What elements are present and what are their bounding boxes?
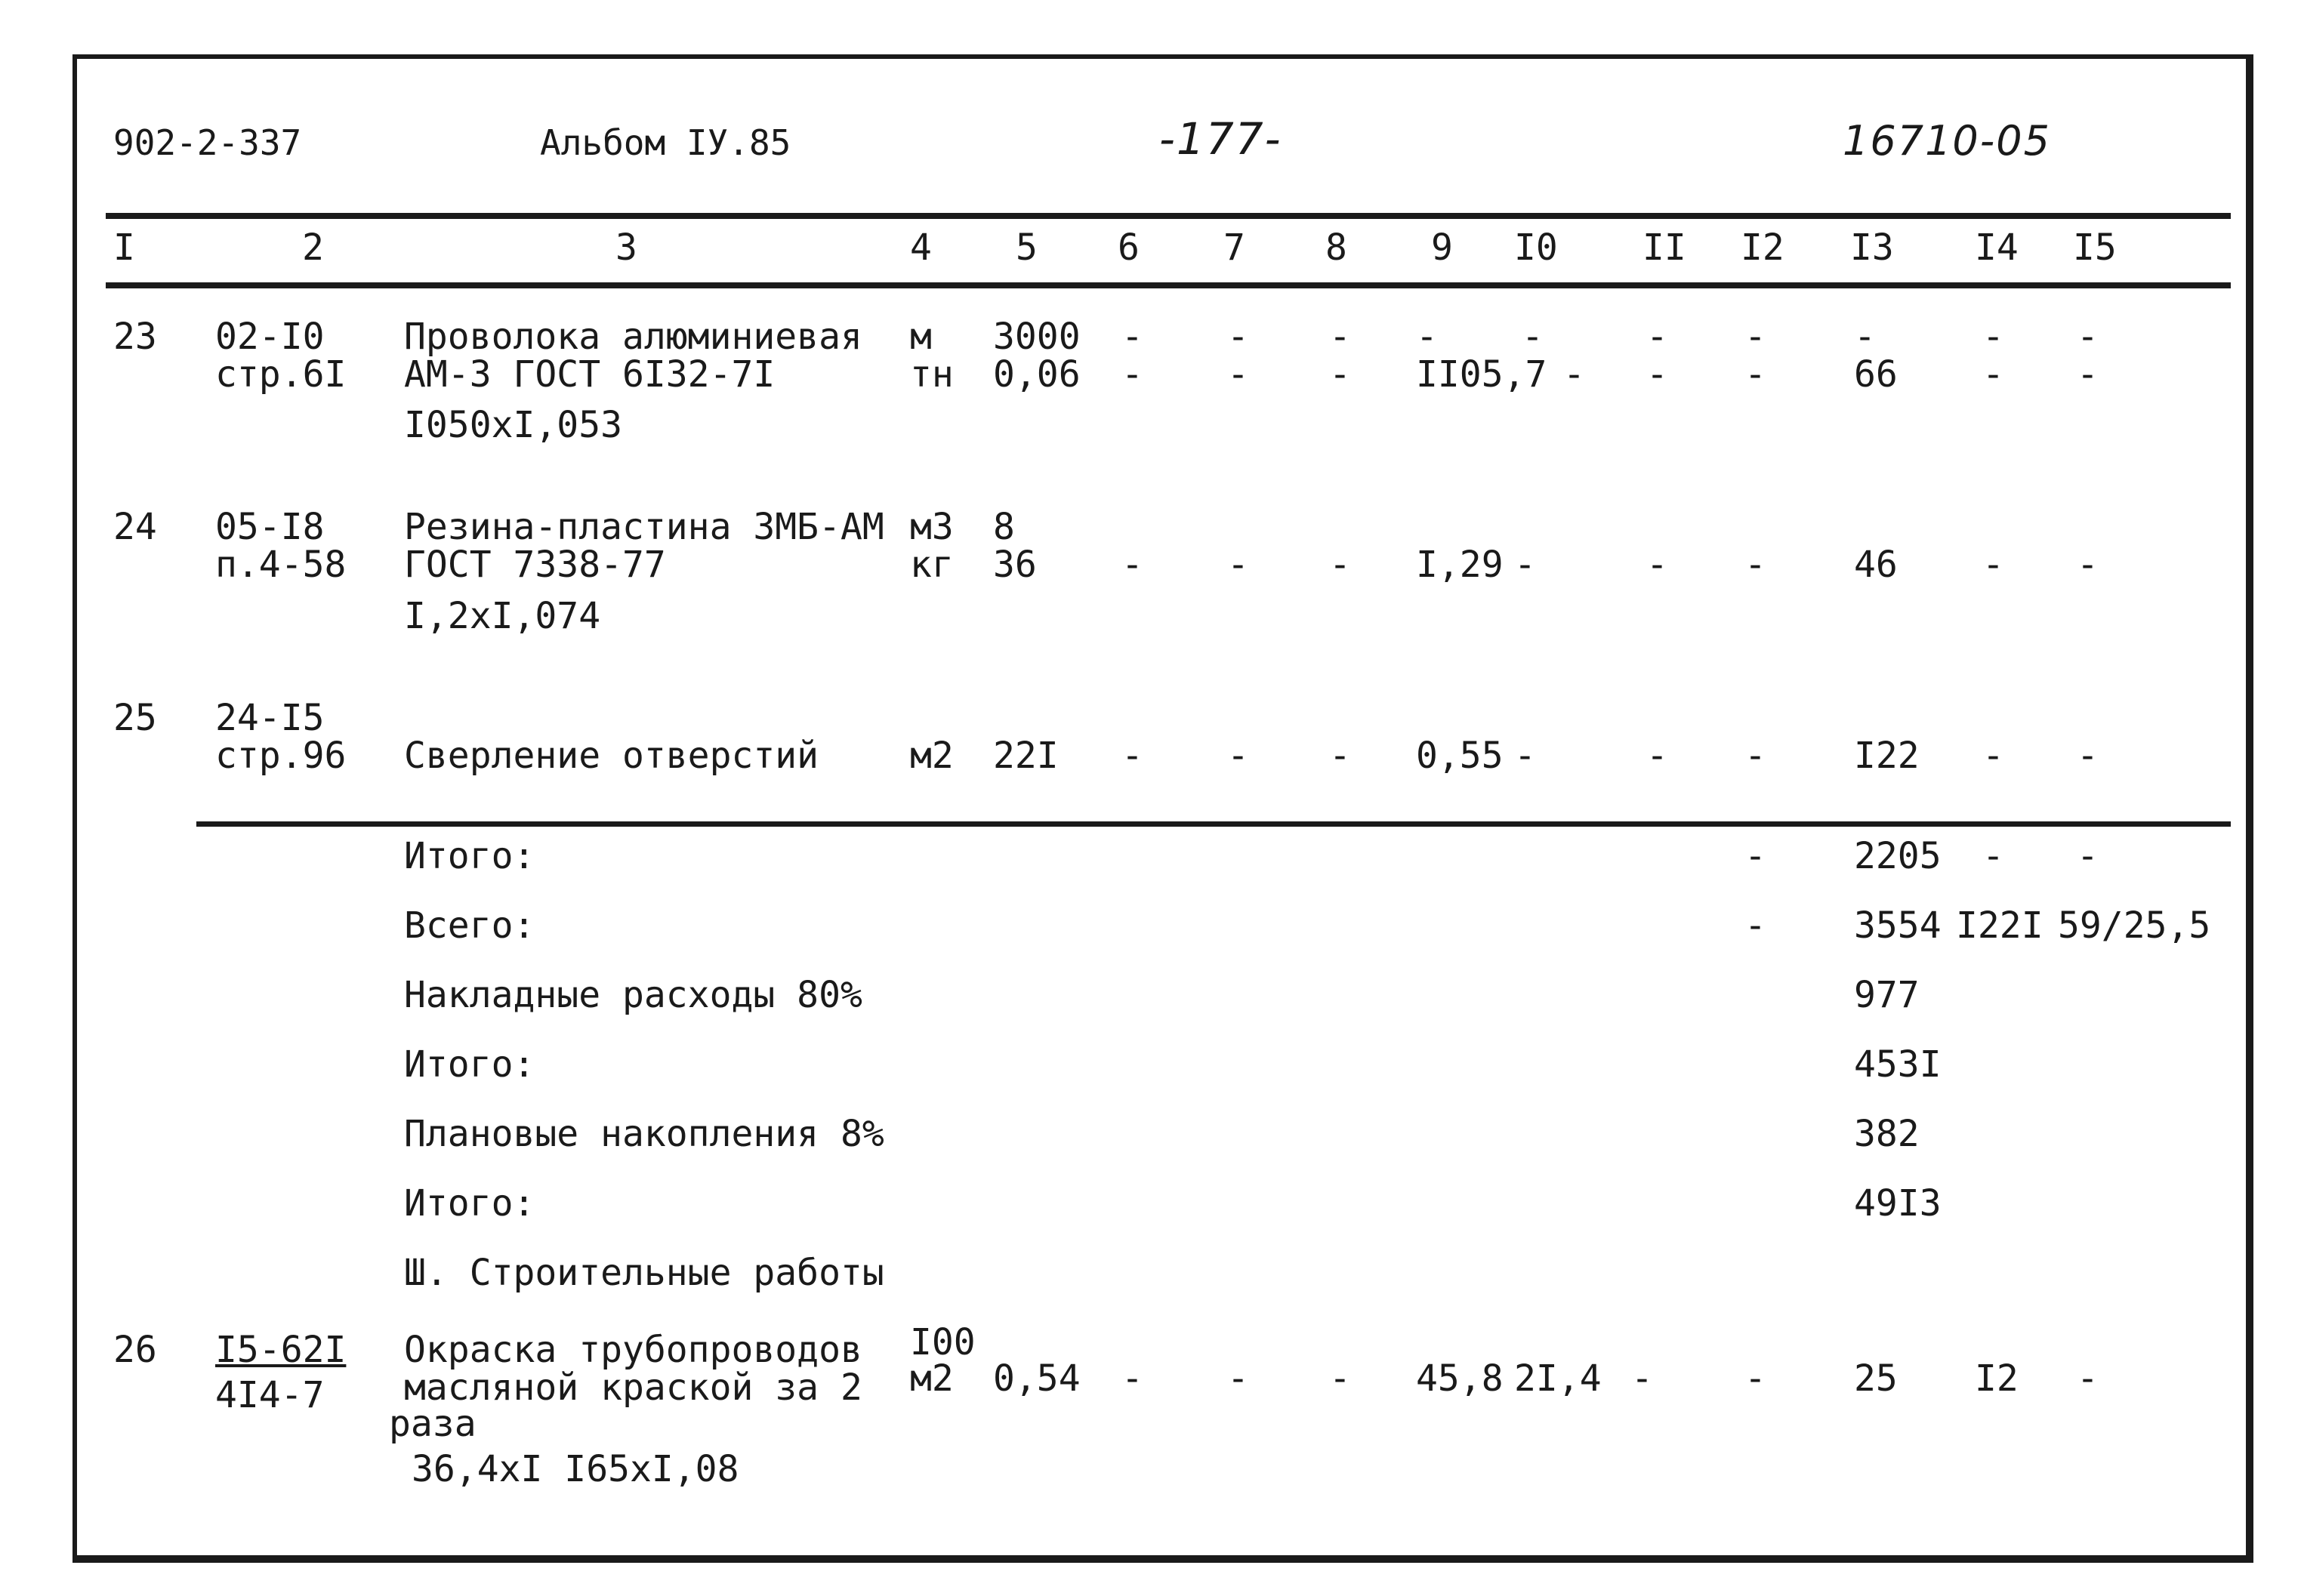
cell: - xyxy=(1227,316,1249,358)
cell: - xyxy=(1227,1357,1249,1400)
cell: 3554 xyxy=(1854,904,1942,947)
cell: - xyxy=(2077,544,2099,586)
cell: - xyxy=(1329,735,1351,777)
row-code: 02-I0 xyxy=(215,316,325,358)
cell: II05,7 xyxy=(1416,353,1547,396)
column-header-rule xyxy=(106,282,2231,288)
cell: 45,8 xyxy=(1416,1357,1504,1400)
row-code: п.4-58 xyxy=(215,544,347,586)
column-header-3: 3 xyxy=(615,226,637,269)
cell: 59/25,5 xyxy=(2058,904,2211,947)
cell: - xyxy=(1329,316,1351,358)
cell: 2I,4 xyxy=(1514,1357,1602,1400)
cell: - xyxy=(1329,1357,1351,1400)
cell: - xyxy=(1121,353,1143,396)
row-code: стр.6I xyxy=(215,353,347,396)
cell: - xyxy=(1514,544,1536,586)
row-description: I050xI,053 xyxy=(404,404,622,446)
row-unit: м2 xyxy=(910,1357,954,1400)
row-number: 25 xyxy=(113,697,157,739)
row-description: ГОСТ 7338-77 xyxy=(404,544,666,586)
row-unit: м2 xyxy=(910,735,954,777)
cell: 66 xyxy=(1854,353,1898,396)
column-header-14: I4 xyxy=(1975,226,2019,269)
column-header-12: I2 xyxy=(1741,226,1784,269)
row-quantity: 0,06 xyxy=(993,353,1081,396)
cell: - xyxy=(1121,544,1143,586)
row-quantity: 0,54 xyxy=(993,1357,1081,1400)
cell: - xyxy=(1744,353,1766,396)
cell: - xyxy=(1121,316,1143,358)
cell: - xyxy=(2077,735,2099,777)
summary-label: Накладные расходы 80% xyxy=(404,974,862,1016)
column-header-1: I xyxy=(113,226,135,269)
row-unit: кг xyxy=(910,544,954,586)
cell: I22 xyxy=(1854,735,1920,777)
cell: 25 xyxy=(1854,1357,1898,1400)
summary-label: Итого: xyxy=(404,1043,535,1086)
document-frame xyxy=(72,54,2253,1563)
cell: - xyxy=(1631,1357,1653,1400)
cell: 2205 xyxy=(1854,835,1942,877)
row-quantity: 22I xyxy=(993,735,1059,777)
project-number: 902-2-337 xyxy=(113,122,302,163)
cell: - xyxy=(2077,316,2099,358)
cell: I,29 xyxy=(1416,544,1504,586)
cell: 46 xyxy=(1854,544,1898,586)
row-quantity: 3000 xyxy=(993,316,1081,358)
column-header-8: 8 xyxy=(1325,226,1347,269)
row-number: 23 xyxy=(113,316,157,358)
row-code: стр.96 xyxy=(215,735,347,777)
row-description: Окраска трубопроводов xyxy=(404,1329,862,1371)
row-description: 36,4xI I65xI,08 xyxy=(412,1448,739,1490)
cell: 382 xyxy=(1854,1113,1920,1155)
row-unit: тн xyxy=(910,353,954,396)
column-header-15: I5 xyxy=(2073,226,2117,269)
totals-rule xyxy=(196,821,2231,827)
album-label: Альбом IУ.85 xyxy=(540,122,791,163)
column-header-13: I3 xyxy=(1850,226,1894,269)
summary-label: Всего: xyxy=(404,904,535,947)
row-number: 24 xyxy=(113,506,157,548)
cell: - xyxy=(1646,544,1668,586)
row-code: 24-I5 xyxy=(215,697,325,739)
row-description: Сверление отверстий xyxy=(404,735,819,777)
cell: 453I xyxy=(1854,1043,1942,1086)
cell: - xyxy=(1744,316,1766,358)
cell: - xyxy=(1227,735,1249,777)
row-description: Резина-пластина ЗМБ-АМ xyxy=(404,506,884,548)
cell: - xyxy=(1646,316,1668,358)
cell: - xyxy=(2077,1357,2099,1400)
header-rule xyxy=(106,213,2231,219)
cell: 977 xyxy=(1854,974,1920,1016)
row-quantity: 36 xyxy=(993,544,1037,586)
row-code: I5-62I xyxy=(215,1329,347,1371)
cell: - xyxy=(1329,353,1351,396)
row-unit: I00 xyxy=(910,1321,976,1363)
cell: - xyxy=(1329,544,1351,586)
cell: - xyxy=(1227,544,1249,586)
column-header-6: 6 xyxy=(1118,226,1140,269)
column-header-11: II xyxy=(1642,226,1686,269)
cell: - xyxy=(1982,316,2004,358)
cell: - xyxy=(1522,316,1544,358)
row-description: масляной краской за 2 xyxy=(404,1366,862,1409)
summary-label: Плановые накопления 8% xyxy=(404,1113,884,1155)
cell: - xyxy=(1563,353,1585,396)
row-quantity: 8 xyxy=(993,506,1015,548)
cell: - xyxy=(1744,835,1766,877)
summary-label: Итого: xyxy=(404,835,535,877)
cell: - xyxy=(1646,353,1668,396)
cell: - xyxy=(1982,835,2004,877)
cell: 49I3 xyxy=(1854,1182,1942,1225)
cell: - xyxy=(1121,1357,1143,1400)
cell: I2 xyxy=(1975,1357,2019,1400)
document-code: 16710-05 xyxy=(1843,117,2051,165)
section-title: Ш. Строительные работы xyxy=(404,1252,884,1294)
page-number: -177- xyxy=(1159,113,1282,165)
column-header-2: 2 xyxy=(302,226,324,269)
cell: - xyxy=(1227,353,1249,396)
row-description: раза xyxy=(389,1403,477,1445)
cell: - xyxy=(1982,353,2004,396)
cell: - xyxy=(1744,544,1766,586)
row-code: 05-I8 xyxy=(215,506,325,548)
cell: - xyxy=(1744,904,1766,947)
cell: - xyxy=(1982,735,2004,777)
cell: - xyxy=(2077,835,2099,877)
column-header-7: 7 xyxy=(1223,226,1245,269)
column-header-5: 5 xyxy=(1016,226,1038,269)
row-description: Проволока алюминиевая xyxy=(404,316,862,358)
cell: - xyxy=(1854,316,1876,358)
row-code: 4I4-7 xyxy=(215,1374,325,1416)
cell: - xyxy=(1744,735,1766,777)
cell: - xyxy=(1514,735,1536,777)
column-header-10: I0 xyxy=(1514,226,1558,269)
column-header-9: 9 xyxy=(1431,226,1453,269)
row-description: АМ-3 ГОСТ 6I32-7I xyxy=(404,353,776,396)
row-number: 26 xyxy=(113,1329,157,1371)
cell: - xyxy=(1744,1357,1766,1400)
cell: - xyxy=(1646,735,1668,777)
cell: I22I xyxy=(1956,904,2043,947)
row-unit: м3 xyxy=(910,506,954,548)
cell: - xyxy=(2077,353,2099,396)
cell: - xyxy=(1121,735,1143,777)
summary-label: Итого: xyxy=(404,1182,535,1225)
cell: - xyxy=(1982,544,2004,586)
cell: 0,55 xyxy=(1416,735,1504,777)
column-header-4: 4 xyxy=(910,226,932,269)
row-unit: м xyxy=(910,316,932,358)
row-description: I,2xI,074 xyxy=(404,595,601,637)
cell: - xyxy=(1416,316,1438,358)
